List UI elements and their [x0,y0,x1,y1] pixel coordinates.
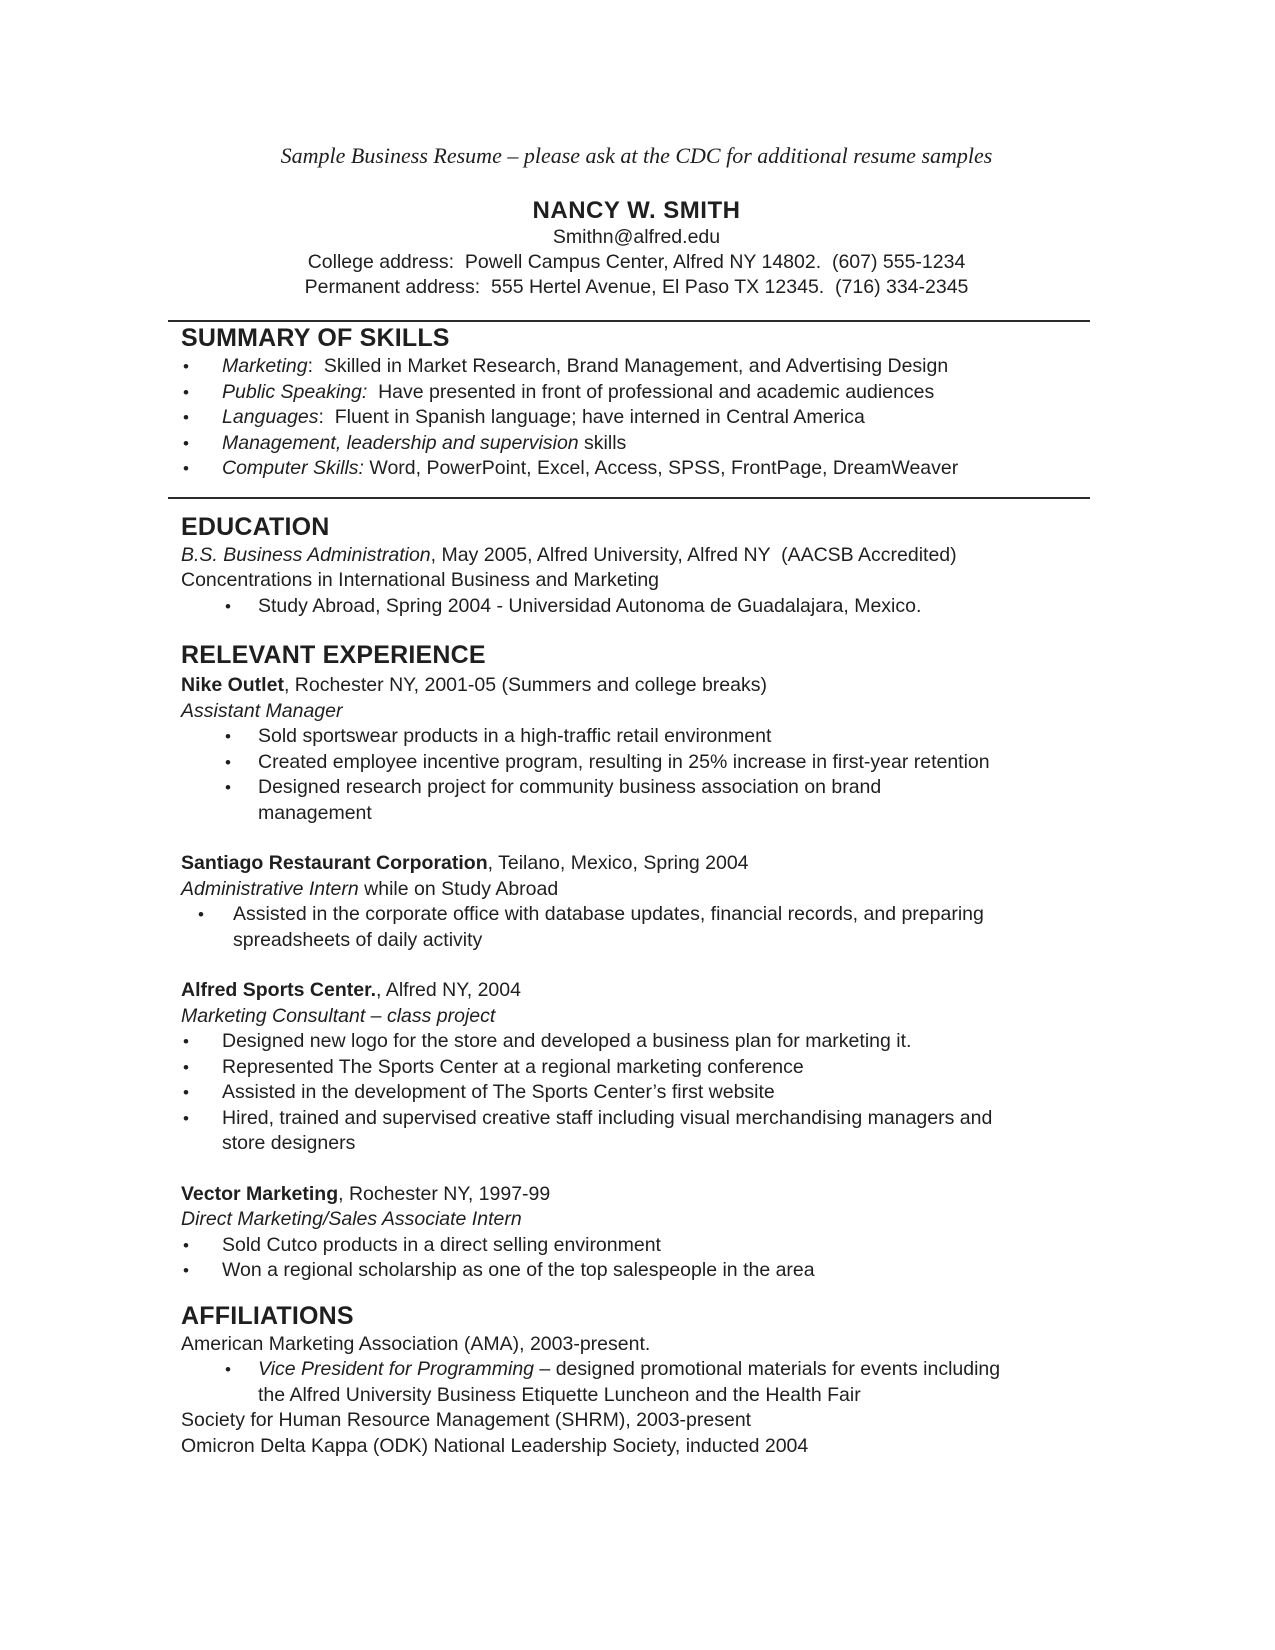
experience-role-line: Marketing Consultant – class project [181,1004,496,1027]
experience-bullet: • Represented The Sports Center at a regional marketing conference [183,1055,1092,1081]
bullet-icon: • [183,1261,189,1280]
experience-role-line: Administrative Intern while on Study Abroad [181,877,559,900]
skill-item [183,380,1092,406]
affiliation-bullet-text: Vice President for Programming – designed promotional materials for events including the Alfred University Business Etiquette Luncheon and the Health Fair [258,1358,1006,1406]
skill-item-text: Public Speaking: Have presented in front of professional and academic audiences [222,380,935,403]
experience-entry [181,978,1092,1157]
experience-role-line: Assistant Manager [181,699,343,722]
experience-bullet: • Hired, trained and supervised creative staff including visual merchandising managers and store designers [183,1106,998,1154]
experience-org-line: Vector Marketing, Rochester NY, 1997-99 [181,1182,551,1205]
section-heading-affiliations: AFFILIATIONS [181,1301,354,1330]
skill-item [183,456,1092,482]
experience-bullet: • Designed new logo for the store and developed a business plan for marketing it. [183,1029,1092,1055]
bullet-icon: • [198,905,204,924]
bullet-icon: • [225,596,231,616]
affiliation-bullet [225,1357,1092,1408]
top-note [181,143,1092,169]
section-heading-education: EDUCATION [181,512,330,541]
bullet-icon: • [225,1360,231,1379]
bullet-icon: • [183,1083,189,1102]
experience-entry [181,851,1092,953]
section-heading-skills: SUMMARY OF SKILLS [181,324,450,352]
bullet-icon: • [183,459,189,478]
skill-item-text: Management, leadership and supervision skills [222,431,627,454]
header-permanent-address: Permanent address: 555 Hertel Avenue, El Paso TX 12345. (716) 334-2345 [304,276,969,298]
divider-bottom [168,497,1090,499]
experience-org-line: Santiago Restaurant Corporation, Teilano, Mexico, Spring 2004 [181,852,749,874]
education-bullet-text: Study Abroad, Spring 2004 - Universidad Autonoma de Guadalajara, Mexico. [258,594,922,617]
education-bullet [225,594,1092,620]
experience-bullet: • Sold sportswear products in a high-traffic retail environment [225,724,1092,750]
affiliation-line-shrm: Society for Human Resource Management (SHRM), 2003-present [181,1409,752,1431]
bullet-icon: • [183,1235,189,1255]
education-degree-line: B.S. Business Administration, May 2005, Alfred University, Alfred NY (AACSB Accredited) [181,543,957,566]
experience-bullet: • Assisted in the corporate office with database updates, financial records, and preparing spreadsheets of daily activity [198,903,990,951]
experience-bullet: • Assisted in the development of The Sports Center’s first website [183,1080,1092,1106]
bullet-icon: • [183,357,189,376]
bullet-icon: • [225,778,231,797]
skill-item [183,405,1092,431]
bullet-icon: • [183,433,189,453]
bullet-icon: • [183,1057,189,1077]
bullet-icon: • [183,382,189,402]
experience-bullet: • Won a regional scholarship as one of the top salespeople in the area [183,1258,1092,1284]
experience-bullet: • Created employee incentive program, resulting in 25% increase in first-year retention [225,750,1092,776]
affiliation-line-odk: Omicron Delta Kappa (ODK) National Leadership Society, inducted 2004 [181,1434,809,1457]
bullet-icon: • [183,1032,189,1051]
resume-content [181,0,1092,1459]
bullet-icon: • [183,408,189,427]
top-note-text: Sample Business Resume – please ask at the CDC for additional resume samples [280,143,993,168]
header-email: Smithn@alfred.edu [552,226,721,248]
divider-top [168,320,1090,322]
skill-item-text: Languages: Fluent in Spanish language; have interned in Central America [222,406,865,428]
section-heading-experience: RELEVANT EXPERIENCE [181,641,486,669]
header-college-address: College address: Powell Campus Center, Alfred NY 14802. (607) 555-1234 [307,251,966,273]
bullet-icon: • [225,752,231,772]
bullet-icon: • [225,727,231,746]
skill-item-text: Marketing: Skilled in Market Research, Brand Management, and Advertising Design [222,355,949,377]
experience-org-line: Alfred Sports Center., Alfred NY, 2004 [181,979,521,1001]
experience-entry [181,673,1092,826]
experience-bullet: • Designed research project for community business association on brand management [225,776,887,824]
skill-item-text: Computer Skills: Word, PowerPoint, Excel, Access, SPSS, FrontPage, DreamWeaver [222,457,959,479]
experience-entry [181,1182,1092,1284]
affiliation-line-ama: American Marketing Association (AMA), 2003-present. [181,1332,651,1355]
bullet-icon: • [183,1108,189,1128]
skill-item [183,354,1092,380]
experience-role-line: Direct Marketing/Sales Associate Intern [181,1208,522,1230]
education-concentrations-line: Concentrations in International Business and Marketing [181,569,660,591]
experience-bullet: • Sold Cutco products in a direct selling environment [183,1233,1092,1259]
experience-org-line: Nike Outlet, Rochester NY, 2001-05 (Summers and college breaks) [181,674,767,696]
header-name: NANCY W. SMITH [532,197,741,224]
skill-item [183,431,1092,457]
